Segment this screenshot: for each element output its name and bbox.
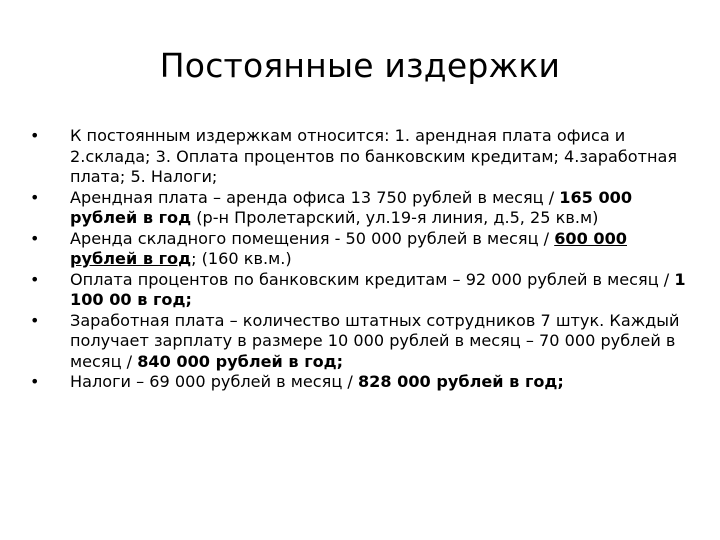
- bullet-icon: •: [30, 228, 40, 248]
- bullet-icon: •: [30, 187, 40, 207]
- bullet-text: Оплата процентов по банковским кредитам – 92 000 рублей в месяц /: [70, 269, 675, 289]
- bullet-icon: •: [30, 269, 40, 289]
- yearly-amount: 600 000 рублей в год: [70, 228, 627, 268]
- bullet-icon: •: [30, 310, 40, 330]
- bullet-item-taxes: [30, 372, 694, 393]
- yearly-amount: 828 000 рублей в год;: [357, 372, 564, 391]
- bullet-text: ; (160 кв.м.): [191, 249, 292, 268]
- bullet-text: Заработная плата – количество штатных сотрудников 7 штук. Каждый получает зарплату в размере 10 000 рублей в месяц – 70 000 рублей в месяц /: [70, 310, 680, 371]
- yearly-amount: 165 000 рублей в год: [70, 187, 633, 227]
- bullet-text: Аренда складного помещения - 50 000 рублей в месяц /: [70, 228, 555, 248]
- bullet-item-loan-interest: [30, 270, 694, 311]
- bullet-item-office-rent: [30, 188, 694, 229]
- yearly-amount: 1 100 00 в год;: [70, 269, 686, 309]
- bullet-text: (р-н Пролетарский, ул.19-я линия, д.5, 25 кв.м): [191, 208, 599, 227]
- bullet-text: Арендная плата – аренда офиса 13 750 рублей в месяц /: [70, 187, 560, 207]
- bullet-icon: •: [30, 372, 40, 391]
- bullet-text: Налоги – 69 000 рублей в месяц /: [70, 372, 358, 391]
- slide-title: Постоянные издержки: [159, 46, 561, 85]
- bullet-item-warehouse-rent: [30, 229, 694, 270]
- bullet-icon: •: [30, 126, 40, 145]
- bullet-item-fixed-costs-list: [30, 126, 694, 188]
- bullet-item-salaries: [30, 311, 694, 373]
- bullet-list: [30, 126, 694, 393]
- yearly-amount: 840 000 рублей в год;: [137, 351, 344, 371]
- bullet-text: К постоянным издержкам относится: 1. арендная плата офиса и 2.склада; 3. Оплата процентов по банковским кредитам; 4.заработная плата; 5. Налоги;: [70, 126, 678, 186]
